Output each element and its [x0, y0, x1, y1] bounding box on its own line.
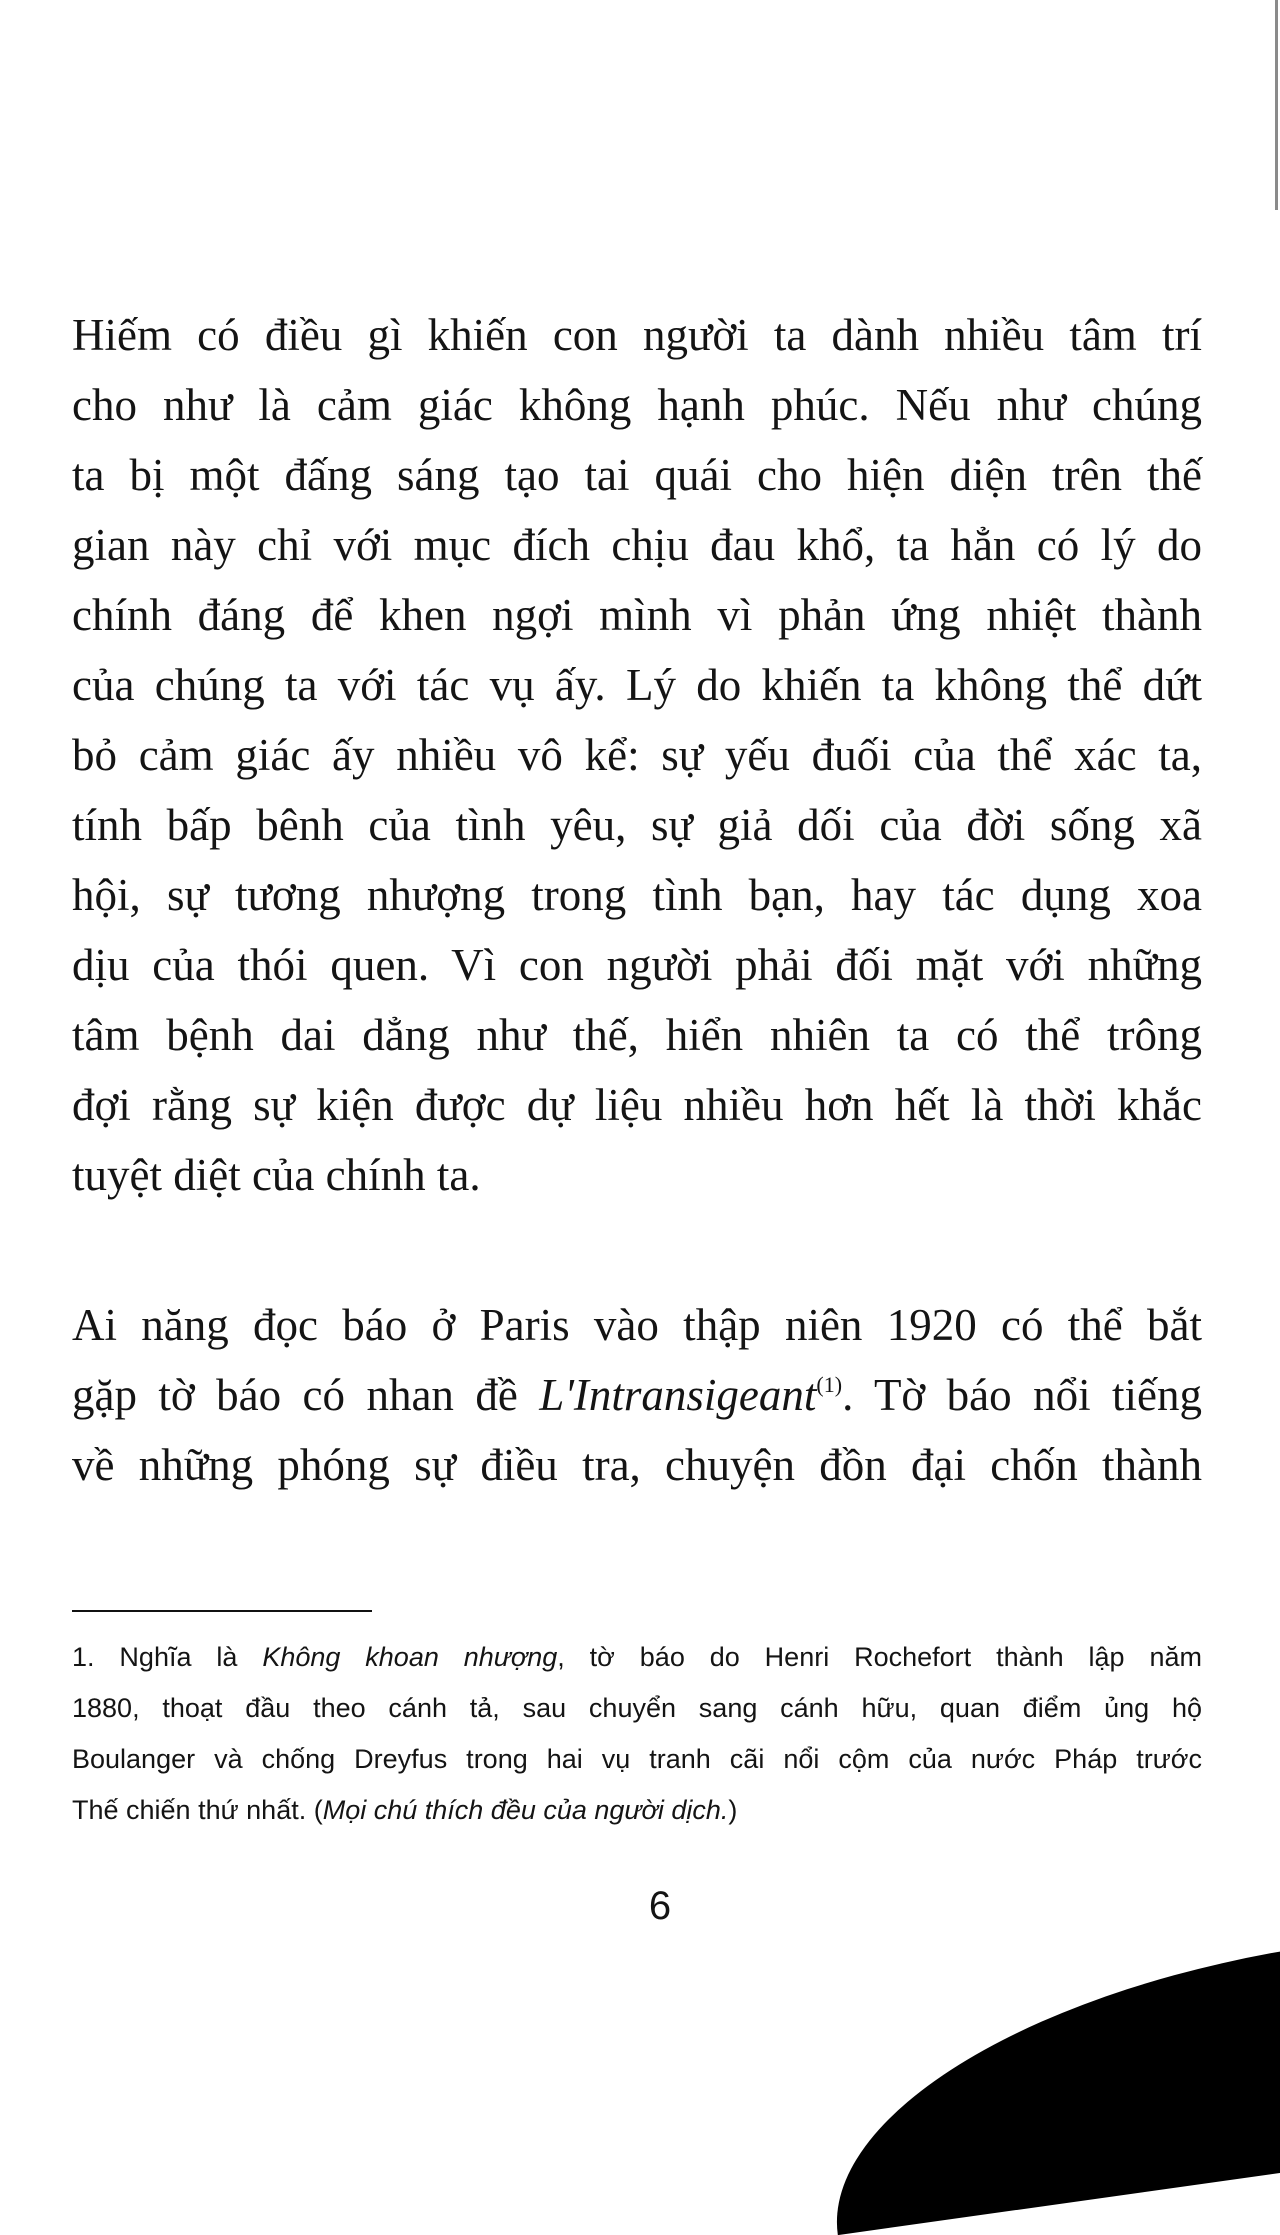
text-line: của chúng ta với tác vụ ấy. Lý do khiến ta không thể dứt	[72, 660, 1202, 710]
text-segment: , tờ báo do Henri Rochefort thành lập năm	[557, 1642, 1203, 1672]
text-line: tính bấp bênh của tình yêu, sự giả dối của đời sống xã	[72, 800, 1202, 850]
text-segment: Thế chiến thứ nhất. (	[72, 1795, 323, 1825]
body-paragraph-1	[72, 300, 1202, 1210]
italic-segment: Mọi chú thích đều của người dịch.	[322, 1795, 729, 1825]
text-line: về những phóng sự điều tra, chuyện đồn đại chốn thành	[72, 1440, 1202, 1490]
text-line: gian này chỉ với mục đích chịu đau khổ, ta hẳn có lý do	[72, 520, 1202, 570]
page-edge-shadow	[1275, 0, 1278, 210]
footnote-separator	[72, 1610, 372, 1612]
page-curl-shadow	[807, 1945, 1280, 2235]
text-line: tâm bệnh dai dẳng như thế, hiển nhiên ta có thể trông	[72, 1010, 1202, 1060]
footnote-line	[72, 1785, 1202, 1836]
text-segment: 1. Nghĩa là	[72, 1642, 263, 1672]
page-number: 6	[648, 1884, 672, 1928]
text-line: tuyệt diệt của chính ta.	[72, 1150, 481, 1200]
footnote-line	[72, 1632, 1202, 1683]
footnote-line: Boulanger và chống Dreyfus trong hai vụ tranh cãi nổi cộm của nước Pháp trước	[72, 1744, 1202, 1774]
newspaper-title: L'Intransigeant	[539, 1370, 817, 1420]
text-line: đợi rằng sự kiện được dự liệu nhiều hơn hết là thời khắc	[72, 1080, 1202, 1130]
text-line	[72, 1360, 1202, 1430]
text-segment: . Tờ báo nổi tiếng	[842, 1370, 1202, 1420]
text-segment: gặp tờ báo có nhan đề	[72, 1370, 540, 1420]
footnote-line: 1880, thoạt đầu theo cánh tả, sau chuyển sang cánh hữu, quan điểm ủng hộ	[72, 1693, 1202, 1723]
text-line: hội, sự tương nhượng trong tình bạn, hay tác dụng xoa	[72, 870, 1202, 920]
text-line: chính đáng để khen ngợi mình vì phản ứng nhiệt thành	[72, 590, 1202, 640]
text-line: Ai năng đọc báo ở Paris vào thập niên 1920 có thể bắt	[72, 1300, 1202, 1350]
text-line: ta bị một đấng sáng tạo tai quái cho hiện diện trên thế	[72, 450, 1202, 500]
text-line: dịu của thói quen. Vì con người phải đối mặt với những	[72, 940, 1202, 990]
body-paragraph-2	[72, 1290, 1202, 1500]
text-segment: )	[728, 1795, 738, 1825]
italic-segment: Không khoan nhượng	[262, 1642, 558, 1672]
footnote-1	[72, 1632, 1202, 1836]
footnote-reference[interactable]: (1)	[816, 1372, 843, 1397]
text-line: cho như là cảm giác không hạnh phúc. Nếu như chúng	[72, 380, 1202, 430]
text-line: bỏ cảm giác ấy nhiều vô kể: sự yếu đuối của thể xác ta,	[72, 730, 1202, 780]
text-line: Hiếm có điều gì khiến con người ta dành nhiều tâm trí	[72, 310, 1202, 360]
